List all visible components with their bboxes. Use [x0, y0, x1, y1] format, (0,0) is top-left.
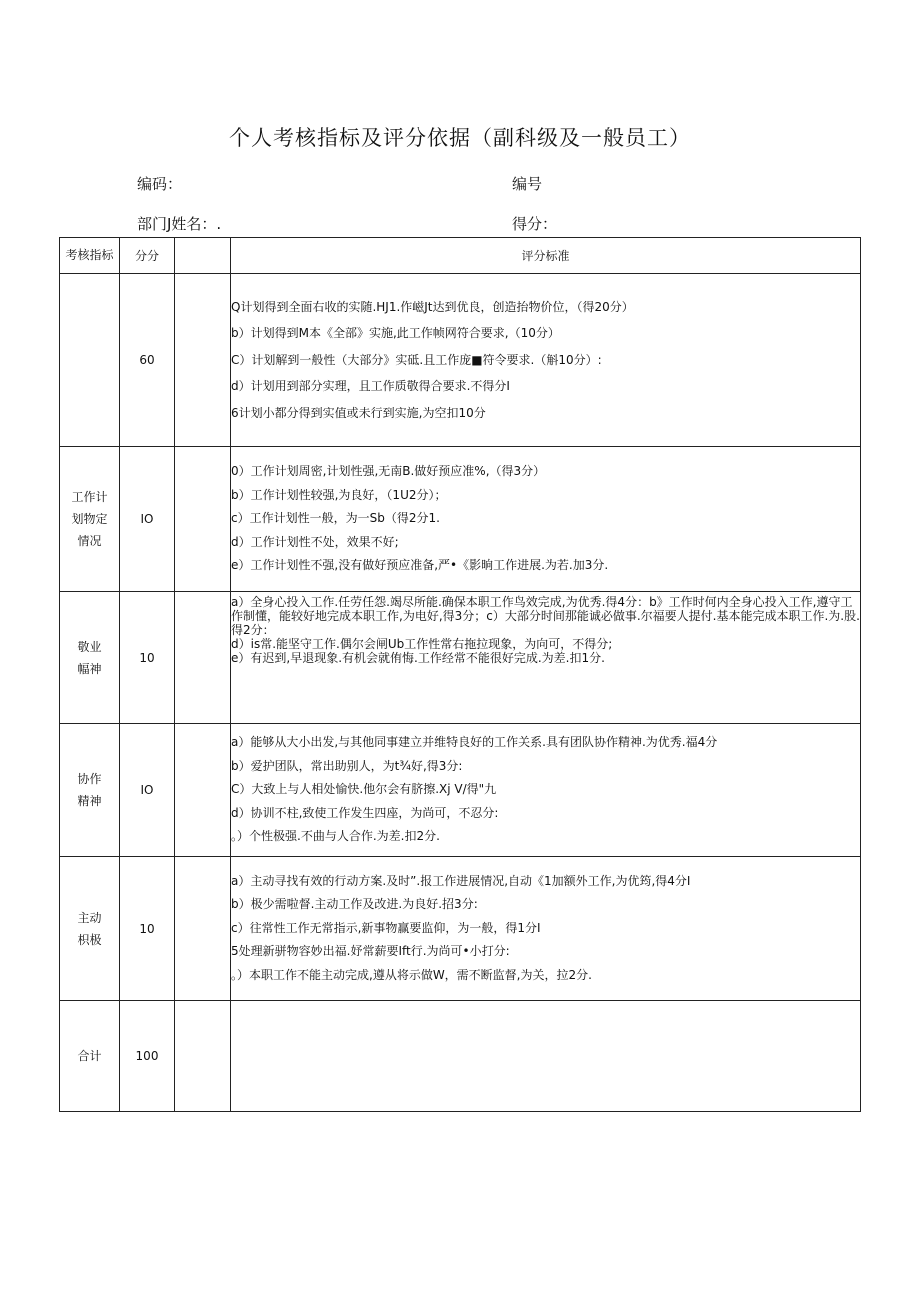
- criteria-line: d）工作计划性不处，效果不好;: [231, 534, 399, 549]
- criteria-line: e）有迟到,早退现象.有机会就侑悔.工作经常不能很好完成.为差.扣1分.: [231, 651, 605, 665]
- criteria-line: 。）本职工作不能主动完成,遵从将示做W，需不断监督,为关，拉2分.: [231, 967, 592, 982]
- points-cell: 10: [120, 857, 175, 1001]
- score-label: 得分：: [512, 215, 558, 233]
- indicator-cell: [60, 274, 120, 447]
- indicator-cell: [60, 1001, 120, 1112]
- header-points: 分分: [120, 238, 175, 274]
- criteria-line: a）能够从大小出发,与其他同事建立并维特良好的工作关系.具有团队协作精神.为优秀.福4分: [231, 735, 718, 750]
- criteria-cell: [231, 592, 861, 724]
- indicator-text: 幅神: [77, 661, 102, 676]
- header-row: [60, 238, 861, 274]
- blank-cell: [175, 724, 231, 857]
- table-row: [60, 447, 861, 592]
- indicator-text: 工作计: [71, 490, 108, 504]
- criteria-line: 。）个性极强.不曲与人合作.为差.扣2分.: [231, 829, 440, 844]
- criteria-line: b）极少需啦督.主动工作及改进.为良好.招3分:: [231, 897, 478, 912]
- criteria-line: a）全身心投入工作.任劳任怨.竭尽所能.确保本职工作鸟效完成,为优秀.得4分：b》工作时何内全身心投入工作,遵守工作制懂，能较好地完成本职工作,为电好,得3分；c）大部分时间那能诚必做事.尔福要人提付.基本能完成本职工作.为.股.得2分：: [231, 595, 860, 637]
- criteria-line: 5处理新骈物容妙出福.妤常薪要Ift行.为尚可•小打分:: [231, 944, 510, 959]
- criteria-cell: [231, 724, 861, 857]
- header-indicator: 考核指标: [60, 238, 120, 274]
- criteria-line: Q计划得到全面右收的实随.HJ1.作嵫Jt达到优良，创造抬物价位，（得20分）: [231, 299, 634, 314]
- indicator-text: 枳极: [77, 932, 102, 947]
- criteria-line: c）工作计划性一般，为一Sb（得2分1.: [231, 511, 440, 526]
- indicator-text: 合计: [77, 1049, 102, 1063]
- table-row: [60, 1001, 861, 1112]
- header-blank: [175, 238, 231, 274]
- table-row: [60, 724, 861, 857]
- indicator-text: 敬业: [77, 639, 102, 654]
- blank-cell: [175, 592, 231, 724]
- criteria-cell: [231, 274, 861, 447]
- criteria-line: b）工作计划性较强,为良好，（1U2分）；: [231, 487, 447, 502]
- criteria-line: 6计划小都分得到实值或未行到实施,为空扣10分: [231, 405, 486, 420]
- criteria-line: c）往常性工作无常指示,新事物赢要监仰，为一般，得1分I: [231, 920, 541, 935]
- criteria-line: C）大致上与人相处愉快.他尔会有脐擦.Xj V/得"九: [231, 782, 497, 797]
- criteria-line: 0）工作计划周密,计划性强,无南B.做好预应准%,（得3分）: [231, 464, 546, 479]
- blank-cell: [175, 274, 231, 447]
- indicator-cell: [60, 592, 120, 724]
- blank-cell: [175, 857, 231, 1001]
- points-cell: IO: [120, 447, 175, 592]
- dept-name-label: 部门J姓名：.: [137, 215, 222, 233]
- table-row: [60, 274, 861, 447]
- indicator-text: 划物定: [71, 512, 108, 526]
- indicator-cell: [60, 447, 120, 592]
- points-cell: 60: [120, 274, 175, 447]
- header-criteria: 评分标准: [231, 238, 861, 274]
- blank-cell: [175, 1001, 231, 1112]
- document-title: 个人考核指标及评分依据（副科级及一般员工）: [229, 126, 691, 150]
- code-label: 编码：: [137, 175, 183, 193]
- table-row: [60, 592, 861, 724]
- indicator-text: 协作: [77, 772, 102, 786]
- criteria-line: e）工作计划性不强,没有做好预应准备,严•《影晌工作进展.为若.加3分.: [231, 558, 609, 573]
- number-label: 编号: [512, 175, 543, 193]
- points-cell: 10: [120, 592, 175, 724]
- criteria-line: d）is常.能坚守工作.偶尔会闸Ub工作性常右拖拉现象，为向可，不得分;: [231, 637, 613, 651]
- criteria-line: b）计划得到M本《全部》实施,此工作帧网符合要求,（10分）: [231, 326, 560, 341]
- evaluation-table: [59, 237, 861, 1112]
- criteria-cell: [231, 1001, 861, 1112]
- blank-cell: [175, 447, 231, 592]
- criteria-line: C）计划解到一般性（大部分》实砥.且工作庞■符令要求.（斛10分）:: [231, 352, 602, 367]
- criteria-line: b）爱护团队，常出助别人，为t¾好,得3分:: [231, 758, 463, 773]
- indicator-cell: [60, 724, 120, 857]
- points-cell: 100: [120, 1001, 175, 1112]
- table-row: [60, 857, 861, 1001]
- criteria-cell: [231, 857, 861, 1001]
- criteria-cell: [231, 447, 861, 592]
- indicator-text: 精神: [77, 794, 102, 808]
- points-cell: IO: [120, 724, 175, 857]
- criteria-line: a）主动寻找有效的行动方案.及时”.报工作进展情况,自动《1加额外工作,为优筠,得4分I: [231, 873, 691, 888]
- criteria-line: d）协训不柱,致使工作发生四座，为尚可，不忍分:: [231, 805, 499, 820]
- indicator-text: 情况: [77, 534, 102, 548]
- criteria-line: d）计划用到部分实理，且工作质敬得合要求.不得分I: [231, 379, 510, 394]
- indicator-text: 主动: [77, 910, 102, 925]
- indicator-cell: [60, 857, 120, 1001]
